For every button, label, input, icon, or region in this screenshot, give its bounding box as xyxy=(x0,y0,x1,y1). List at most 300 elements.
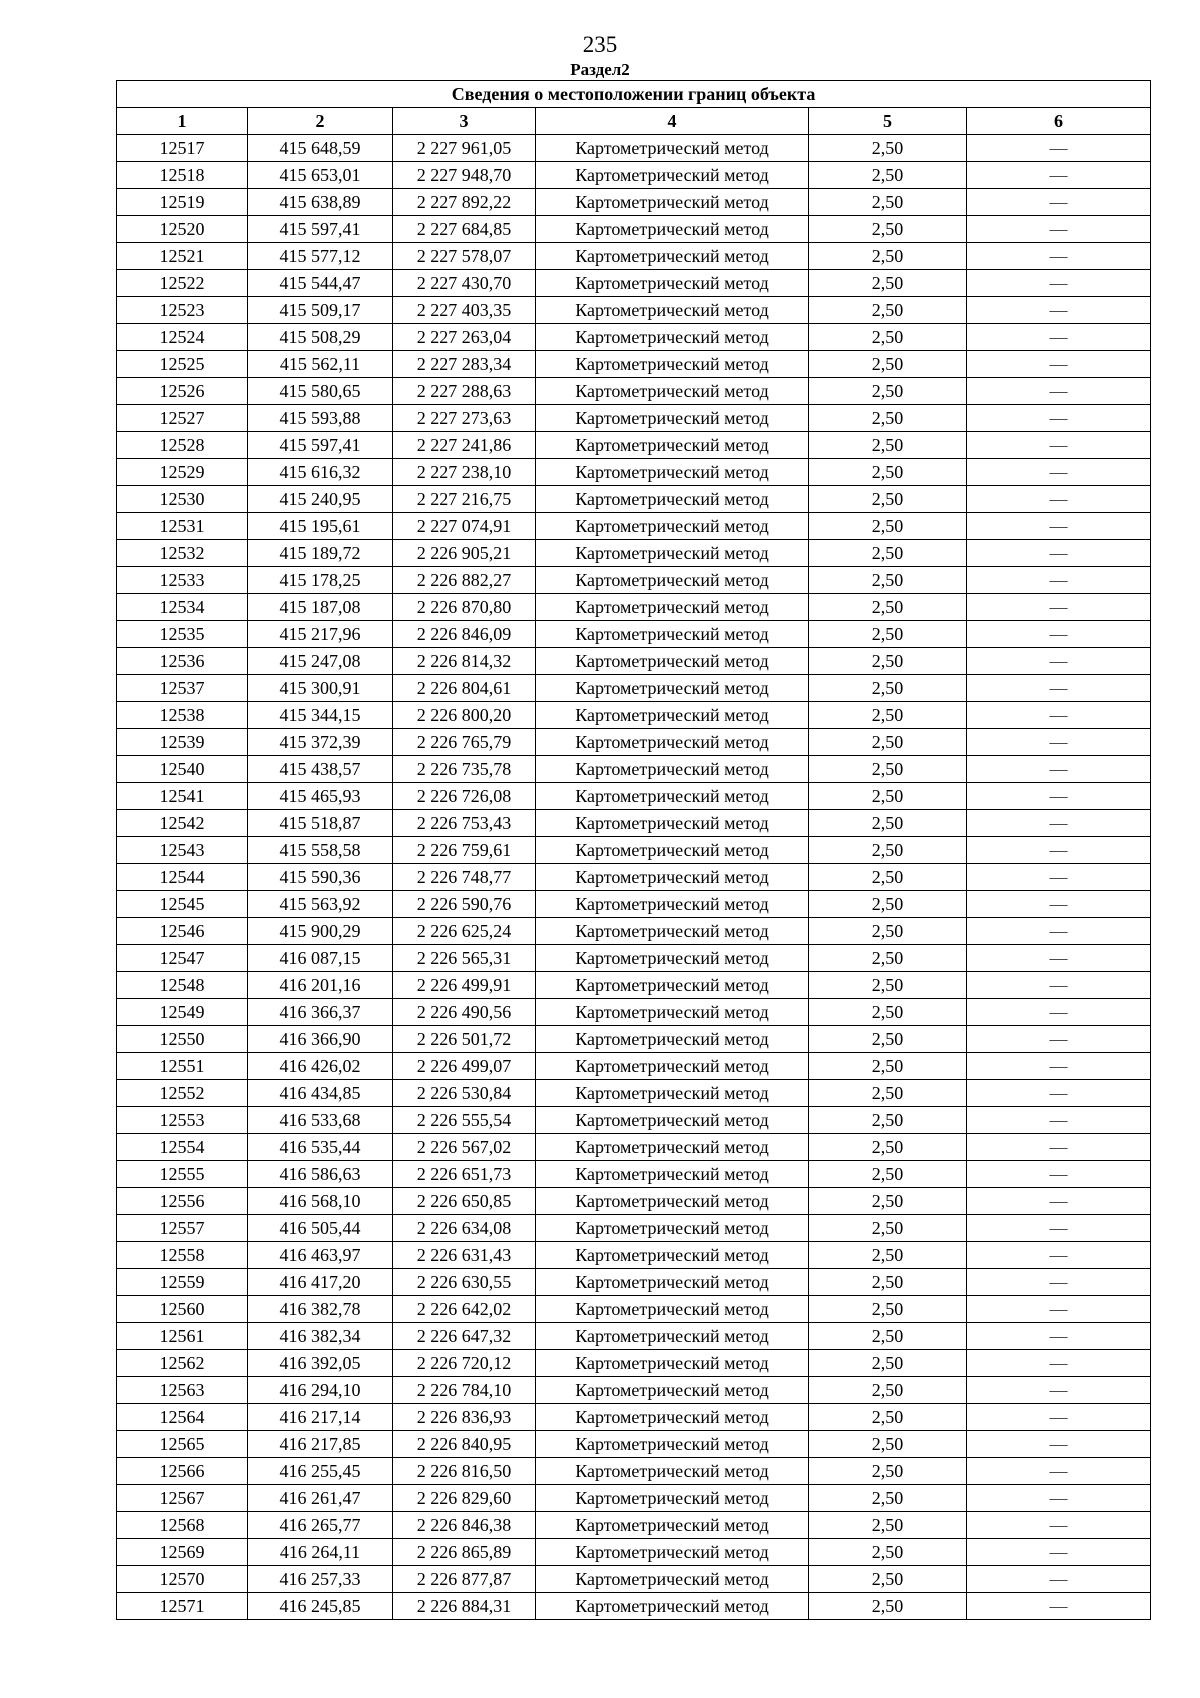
method-cell: Картометрический метод xyxy=(536,162,809,189)
table-row xyxy=(117,648,1151,675)
table-row xyxy=(117,1134,1151,1161)
table-row xyxy=(117,1593,1151,1620)
boundary-coordinates-table xyxy=(116,80,1151,1620)
accuracy-cell: 2,50 xyxy=(809,324,967,351)
note-cell: — xyxy=(967,945,1151,972)
accuracy-cell: 2,50 xyxy=(809,891,967,918)
method-cell: Картометрический метод xyxy=(536,729,809,756)
accuracy-cell: 2,50 xyxy=(809,405,967,432)
column-header: 4 xyxy=(536,108,809,135)
point-number-cell: 12545 xyxy=(117,891,248,918)
note-cell: — xyxy=(967,378,1151,405)
method-cell: Картометрический метод xyxy=(536,1188,809,1215)
note-cell: — xyxy=(967,1377,1151,1404)
note-cell: — xyxy=(967,1026,1151,1053)
accuracy-cell: 2,50 xyxy=(809,810,967,837)
point-number-cell: 12555 xyxy=(117,1161,248,1188)
point-number-cell: 12544 xyxy=(117,864,248,891)
accuracy-cell: 2,50 xyxy=(809,1188,967,1215)
y-coordinate-cell: 2 227 430,70 xyxy=(393,270,536,297)
method-cell: Картометрический метод xyxy=(536,1080,809,1107)
method-cell: Картометрический метод xyxy=(536,324,809,351)
note-cell: — xyxy=(967,621,1151,648)
note-cell: — xyxy=(967,1323,1151,1350)
y-coordinate-cell: 2 227 074,91 xyxy=(393,513,536,540)
note-cell: — xyxy=(967,540,1151,567)
y-coordinate-cell: 2 226 800,20 xyxy=(393,702,536,729)
note-cell: — xyxy=(967,162,1151,189)
point-number-cell: 12553 xyxy=(117,1107,248,1134)
accuracy-cell: 2,50 xyxy=(809,594,967,621)
table-row xyxy=(117,1458,1151,1485)
x-coordinate-cell: 416 265,77 xyxy=(248,1512,393,1539)
table-row xyxy=(117,675,1151,702)
x-coordinate-cell: 416 392,05 xyxy=(248,1350,393,1377)
table-row xyxy=(117,297,1151,324)
accuracy-cell: 2,50 xyxy=(809,297,967,324)
x-coordinate-cell: 415 518,87 xyxy=(248,810,393,837)
method-cell: Картометрический метод xyxy=(536,1269,809,1296)
y-coordinate-cell: 2 226 735,78 xyxy=(393,756,536,783)
accuracy-cell: 2,50 xyxy=(809,513,967,540)
x-coordinate-cell: 415 563,92 xyxy=(248,891,393,918)
table-row xyxy=(117,1296,1151,1323)
x-coordinate-cell: 415 240,95 xyxy=(248,486,393,513)
page-number: 235 xyxy=(582,32,618,57)
point-number-cell: 12556 xyxy=(117,1188,248,1215)
x-coordinate-cell: 415 638,89 xyxy=(248,189,393,216)
y-coordinate-cell: 2 226 651,73 xyxy=(393,1161,536,1188)
method-cell: Картометрический метод xyxy=(536,1512,809,1539)
table-row xyxy=(117,1350,1151,1377)
table-caption: Сведения о местоположении границ объекта xyxy=(117,81,1151,108)
table-row xyxy=(117,864,1151,891)
point-number-cell: 12538 xyxy=(117,702,248,729)
accuracy-cell: 2,50 xyxy=(809,135,967,162)
x-coordinate-cell: 415 187,08 xyxy=(248,594,393,621)
table-row xyxy=(117,1161,1151,1188)
method-cell: Картометрический метод xyxy=(536,135,809,162)
method-cell: Картометрический метод xyxy=(536,189,809,216)
accuracy-cell: 2,50 xyxy=(809,1512,967,1539)
method-cell: Картометрический метод xyxy=(536,675,809,702)
accuracy-cell: 2,50 xyxy=(809,756,967,783)
column-header: 3 xyxy=(393,108,536,135)
table-row xyxy=(117,540,1151,567)
method-cell: Картометрический метод xyxy=(536,1134,809,1161)
y-coordinate-cell: 2 226 650,85 xyxy=(393,1188,536,1215)
table-row xyxy=(117,702,1151,729)
y-coordinate-cell: 2 226 625,24 xyxy=(393,918,536,945)
y-coordinate-cell: 2 226 814,32 xyxy=(393,648,536,675)
table-row xyxy=(117,1242,1151,1269)
table-row xyxy=(117,162,1151,189)
note-cell: — xyxy=(967,567,1151,594)
y-coordinate-cell: 2 227 961,05 xyxy=(393,135,536,162)
table-row xyxy=(117,1539,1151,1566)
point-number-cell: 12527 xyxy=(117,405,248,432)
column-header: 5 xyxy=(809,108,967,135)
point-number-cell: 12542 xyxy=(117,810,248,837)
y-coordinate-cell: 2 227 273,63 xyxy=(393,405,536,432)
point-number-cell: 12565 xyxy=(117,1431,248,1458)
accuracy-cell: 2,50 xyxy=(809,216,967,243)
y-coordinate-cell: 2 227 238,10 xyxy=(393,459,536,486)
x-coordinate-cell: 416 217,14 xyxy=(248,1404,393,1431)
y-coordinate-cell: 2 226 905,21 xyxy=(393,540,536,567)
table-row xyxy=(117,1053,1151,1080)
x-coordinate-cell: 416 294,10 xyxy=(248,1377,393,1404)
note-cell: — xyxy=(967,1296,1151,1323)
table-row xyxy=(117,513,1151,540)
point-number-cell: 12571 xyxy=(117,1593,248,1620)
accuracy-cell: 2,50 xyxy=(809,648,967,675)
accuracy-cell: 2,50 xyxy=(809,270,967,297)
accuracy-cell: 2,50 xyxy=(809,1593,967,1620)
note-cell: — xyxy=(967,189,1151,216)
table-row xyxy=(117,945,1151,972)
note-cell: — xyxy=(967,216,1151,243)
y-coordinate-cell: 2 226 720,12 xyxy=(393,1350,536,1377)
method-cell: Картометрический метод xyxy=(536,1566,809,1593)
table-row xyxy=(117,243,1151,270)
note-cell: — xyxy=(967,405,1151,432)
y-coordinate-cell: 2 226 567,02 xyxy=(393,1134,536,1161)
note-cell: — xyxy=(967,1404,1151,1431)
accuracy-cell: 2,50 xyxy=(809,1431,967,1458)
method-cell: Картометрический метод xyxy=(536,756,809,783)
x-coordinate-cell: 415 648,59 xyxy=(248,135,393,162)
y-coordinate-cell: 2 226 753,43 xyxy=(393,810,536,837)
x-coordinate-cell: 416 382,34 xyxy=(248,1323,393,1350)
x-coordinate-cell: 415 372,39 xyxy=(248,729,393,756)
y-coordinate-cell: 2 226 642,02 xyxy=(393,1296,536,1323)
y-coordinate-cell: 2 226 870,80 xyxy=(393,594,536,621)
y-coordinate-cell: 2 227 684,85 xyxy=(393,216,536,243)
y-coordinate-cell: 2 226 647,32 xyxy=(393,1323,536,1350)
method-cell: Картометрический метод xyxy=(536,648,809,675)
point-number-cell: 12551 xyxy=(117,1053,248,1080)
note-cell: — xyxy=(967,1593,1151,1620)
point-number-cell: 12530 xyxy=(117,486,248,513)
accuracy-cell: 2,50 xyxy=(809,1080,967,1107)
note-cell: — xyxy=(967,999,1151,1026)
table-row xyxy=(117,216,1151,243)
table-row xyxy=(117,729,1151,756)
y-coordinate-cell: 2 226 590,76 xyxy=(393,891,536,918)
x-coordinate-cell: 415 900,29 xyxy=(248,918,393,945)
method-cell: Картометрический метод xyxy=(536,567,809,594)
method-cell: Картометрический метод xyxy=(536,621,809,648)
y-coordinate-cell: 2 226 631,43 xyxy=(393,1242,536,1269)
column-header: 6 xyxy=(967,108,1151,135)
accuracy-cell: 2,50 xyxy=(809,1296,967,1323)
point-number-cell: 12562 xyxy=(117,1350,248,1377)
point-number-cell: 12564 xyxy=(117,1404,248,1431)
accuracy-cell: 2,50 xyxy=(809,1350,967,1377)
y-coordinate-cell: 2 226 748,77 xyxy=(393,864,536,891)
y-coordinate-cell: 2 226 816,50 xyxy=(393,1458,536,1485)
table-row xyxy=(117,756,1151,783)
note-cell: — xyxy=(967,810,1151,837)
accuracy-cell: 2,50 xyxy=(809,837,967,864)
y-coordinate-cell: 2 226 784,10 xyxy=(393,1377,536,1404)
accuracy-cell: 2,50 xyxy=(809,189,967,216)
x-coordinate-cell: 416 366,37 xyxy=(248,999,393,1026)
point-number-cell: 12549 xyxy=(117,999,248,1026)
point-number-cell: 12531 xyxy=(117,513,248,540)
method-cell: Картометрический метод xyxy=(536,1296,809,1323)
table-header-row xyxy=(117,108,1151,135)
x-coordinate-cell: 415 344,15 xyxy=(248,702,393,729)
point-number-cell: 12540 xyxy=(117,756,248,783)
y-coordinate-cell: 2 226 490,56 xyxy=(393,999,536,1026)
point-number-cell: 12559 xyxy=(117,1269,248,1296)
x-coordinate-cell: 416 382,78 xyxy=(248,1296,393,1323)
y-coordinate-cell: 2 226 634,08 xyxy=(393,1215,536,1242)
table-row xyxy=(117,1485,1151,1512)
note-cell: — xyxy=(967,243,1151,270)
note-cell: — xyxy=(967,432,1151,459)
y-coordinate-cell: 2 226 765,79 xyxy=(393,729,536,756)
point-number-cell: 12568 xyxy=(117,1512,248,1539)
note-cell: — xyxy=(967,1107,1151,1134)
method-cell: Картометрический метод xyxy=(536,1485,809,1512)
note-cell: — xyxy=(967,1080,1151,1107)
table-row xyxy=(117,1512,1151,1539)
accuracy-cell: 2,50 xyxy=(809,918,967,945)
accuracy-cell: 2,50 xyxy=(809,243,967,270)
method-cell: Картометрический метод xyxy=(536,1458,809,1485)
table-row xyxy=(117,1566,1151,1593)
table-row xyxy=(117,1323,1151,1350)
table-row xyxy=(117,459,1151,486)
x-coordinate-cell: 415 593,88 xyxy=(248,405,393,432)
note-cell: — xyxy=(967,459,1151,486)
note-cell: — xyxy=(967,1053,1151,1080)
method-cell: Картометрический метод xyxy=(536,1539,809,1566)
note-cell: — xyxy=(967,1512,1151,1539)
method-cell: Картометрический метод xyxy=(536,999,809,1026)
point-number-cell: 12543 xyxy=(117,837,248,864)
table-row xyxy=(117,1080,1151,1107)
x-coordinate-cell: 416 257,33 xyxy=(248,1566,393,1593)
method-cell: Картометрический метод xyxy=(536,891,809,918)
method-cell: Картометрический метод xyxy=(536,1323,809,1350)
x-coordinate-cell: 415 653,01 xyxy=(248,162,393,189)
point-number-cell: 12518 xyxy=(117,162,248,189)
x-coordinate-cell: 416 586,63 xyxy=(248,1161,393,1188)
x-coordinate-cell: 415 195,61 xyxy=(248,513,393,540)
y-coordinate-cell: 2 226 882,27 xyxy=(393,567,536,594)
y-coordinate-cell: 2 226 804,61 xyxy=(393,675,536,702)
x-coordinate-cell: 415 438,57 xyxy=(248,756,393,783)
table-row xyxy=(117,810,1151,837)
point-number-cell: 12550 xyxy=(117,1026,248,1053)
x-coordinate-cell: 415 562,11 xyxy=(248,351,393,378)
y-coordinate-cell: 2 227 288,63 xyxy=(393,378,536,405)
y-coordinate-cell: 2 226 530,84 xyxy=(393,1080,536,1107)
y-coordinate-cell: 2 226 499,07 xyxy=(393,1053,536,1080)
x-coordinate-cell: 416 264,11 xyxy=(248,1539,393,1566)
method-cell: Картометрический метод xyxy=(536,1215,809,1242)
y-coordinate-cell: 2 226 829,60 xyxy=(393,1485,536,1512)
method-cell: Картометрический метод xyxy=(536,1404,809,1431)
accuracy-cell: 2,50 xyxy=(809,540,967,567)
x-coordinate-cell: 415 590,36 xyxy=(248,864,393,891)
accuracy-cell: 2,50 xyxy=(809,459,967,486)
method-cell: Картометрический метод xyxy=(536,378,809,405)
accuracy-cell: 2,50 xyxy=(809,1269,967,1296)
y-coordinate-cell: 2 227 892,22 xyxy=(393,189,536,216)
table-caption-row xyxy=(117,81,1151,108)
note-cell: — xyxy=(967,135,1151,162)
note-cell: — xyxy=(967,1242,1151,1269)
note-cell: — xyxy=(967,891,1151,918)
note-cell: — xyxy=(967,1350,1151,1377)
method-cell: Картометрический метод xyxy=(536,702,809,729)
table-row xyxy=(117,351,1151,378)
method-cell: Картометрический метод xyxy=(536,459,809,486)
table-row xyxy=(117,918,1151,945)
accuracy-cell: 2,50 xyxy=(809,162,967,189)
table-row xyxy=(117,1188,1151,1215)
accuracy-cell: 2,50 xyxy=(809,1242,967,1269)
method-cell: Картометрический метод xyxy=(536,513,809,540)
accuracy-cell: 2,50 xyxy=(809,1134,967,1161)
point-number-cell: 12528 xyxy=(117,432,248,459)
accuracy-cell: 2,50 xyxy=(809,1053,967,1080)
method-cell: Картометрический метод xyxy=(536,216,809,243)
table-row xyxy=(117,135,1151,162)
method-cell: Картометрический метод xyxy=(536,297,809,324)
table-body xyxy=(117,135,1151,1620)
point-number-cell: 12552 xyxy=(117,1080,248,1107)
table-row xyxy=(117,837,1151,864)
y-coordinate-cell: 2 226 555,54 xyxy=(393,1107,536,1134)
y-coordinate-cell: 2 226 836,93 xyxy=(393,1404,536,1431)
method-cell: Картометрический метод xyxy=(536,1161,809,1188)
accuracy-cell: 2,50 xyxy=(809,1161,967,1188)
accuracy-cell: 2,50 xyxy=(809,864,967,891)
point-number-cell: 12563 xyxy=(117,1377,248,1404)
point-number-cell: 12520 xyxy=(117,216,248,243)
x-coordinate-cell: 415 508,29 xyxy=(248,324,393,351)
x-coordinate-cell: 415 509,17 xyxy=(248,297,393,324)
y-coordinate-cell: 2 227 578,07 xyxy=(393,243,536,270)
point-number-cell: 12517 xyxy=(117,135,248,162)
table-row xyxy=(117,891,1151,918)
point-number-cell: 12569 xyxy=(117,1539,248,1566)
note-cell: — xyxy=(967,837,1151,864)
x-coordinate-cell: 416 217,85 xyxy=(248,1431,393,1458)
y-coordinate-cell: 2 227 263,04 xyxy=(393,324,536,351)
accuracy-cell: 2,50 xyxy=(809,945,967,972)
x-coordinate-cell: 416 417,20 xyxy=(248,1269,393,1296)
note-cell: — xyxy=(967,864,1151,891)
point-number-cell: 12519 xyxy=(117,189,248,216)
x-coordinate-cell: 415 597,41 xyxy=(248,216,393,243)
y-coordinate-cell: 2 226 840,95 xyxy=(393,1431,536,1458)
accuracy-cell: 2,50 xyxy=(809,1566,967,1593)
table-row xyxy=(117,999,1151,1026)
x-coordinate-cell: 415 544,47 xyxy=(248,270,393,297)
x-coordinate-cell: 415 217,96 xyxy=(248,621,393,648)
accuracy-cell: 2,50 xyxy=(809,972,967,999)
y-coordinate-cell: 2 227 283,34 xyxy=(393,351,536,378)
table-row xyxy=(117,1431,1151,1458)
point-number-cell: 12535 xyxy=(117,621,248,648)
point-number-cell: 12522 xyxy=(117,270,248,297)
note-cell: — xyxy=(967,1188,1151,1215)
x-coordinate-cell: 416 245,85 xyxy=(248,1593,393,1620)
table-row xyxy=(117,783,1151,810)
y-coordinate-cell: 2 226 884,31 xyxy=(393,1593,536,1620)
accuracy-cell: 2,50 xyxy=(809,1107,967,1134)
table-row xyxy=(117,378,1151,405)
accuracy-cell: 2,50 xyxy=(809,567,967,594)
method-cell: Картометрический метод xyxy=(536,864,809,891)
point-number-cell: 12546 xyxy=(117,918,248,945)
method-cell: Картометрический метод xyxy=(536,486,809,513)
note-cell: — xyxy=(967,1566,1151,1593)
y-coordinate-cell: 2 226 865,89 xyxy=(393,1539,536,1566)
note-cell: — xyxy=(967,756,1151,783)
accuracy-cell: 2,50 xyxy=(809,351,967,378)
method-cell: Картометрический метод xyxy=(536,243,809,270)
y-coordinate-cell: 2 227 403,35 xyxy=(393,297,536,324)
point-number-cell: 12566 xyxy=(117,1458,248,1485)
point-number-cell: 12561 xyxy=(117,1323,248,1350)
point-number-cell: 12548 xyxy=(117,972,248,999)
accuracy-cell: 2,50 xyxy=(809,1215,967,1242)
point-number-cell: 12537 xyxy=(117,675,248,702)
point-number-cell: 12560 xyxy=(117,1296,248,1323)
method-cell: Картометрический метод xyxy=(536,1242,809,1269)
accuracy-cell: 2,50 xyxy=(809,783,967,810)
table-row xyxy=(117,432,1151,459)
point-number-cell: 12541 xyxy=(117,783,248,810)
y-coordinate-cell: 2 226 630,55 xyxy=(393,1269,536,1296)
point-number-cell: 12567 xyxy=(117,1485,248,1512)
method-cell: Картометрический метод xyxy=(536,918,809,945)
note-cell: — xyxy=(967,1485,1151,1512)
note-cell: — xyxy=(967,1134,1151,1161)
accuracy-cell: 2,50 xyxy=(809,675,967,702)
method-cell: Картометрический метод xyxy=(536,1377,809,1404)
accuracy-cell: 2,50 xyxy=(809,432,967,459)
x-coordinate-cell: 415 616,32 xyxy=(248,459,393,486)
method-cell: Картометрический метод xyxy=(536,1593,809,1620)
y-coordinate-cell: 2 226 759,61 xyxy=(393,837,536,864)
x-coordinate-cell: 415 597,41 xyxy=(248,432,393,459)
accuracy-cell: 2,50 xyxy=(809,999,967,1026)
y-coordinate-cell: 2 227 241,86 xyxy=(393,432,536,459)
x-coordinate-cell: 416 426,02 xyxy=(248,1053,393,1080)
method-cell: Картометрический метод xyxy=(536,1026,809,1053)
note-cell: — xyxy=(967,1458,1151,1485)
note-cell: — xyxy=(967,1269,1151,1296)
table-row xyxy=(117,324,1151,351)
point-number-cell: 12547 xyxy=(117,945,248,972)
note-cell: — xyxy=(967,918,1151,945)
note-cell: — xyxy=(967,270,1151,297)
table-row xyxy=(117,1377,1151,1404)
note-cell: — xyxy=(967,324,1151,351)
point-number-cell: 12534 xyxy=(117,594,248,621)
method-cell: Картометрический метод xyxy=(536,783,809,810)
method-cell: Картометрический метод xyxy=(536,1053,809,1080)
